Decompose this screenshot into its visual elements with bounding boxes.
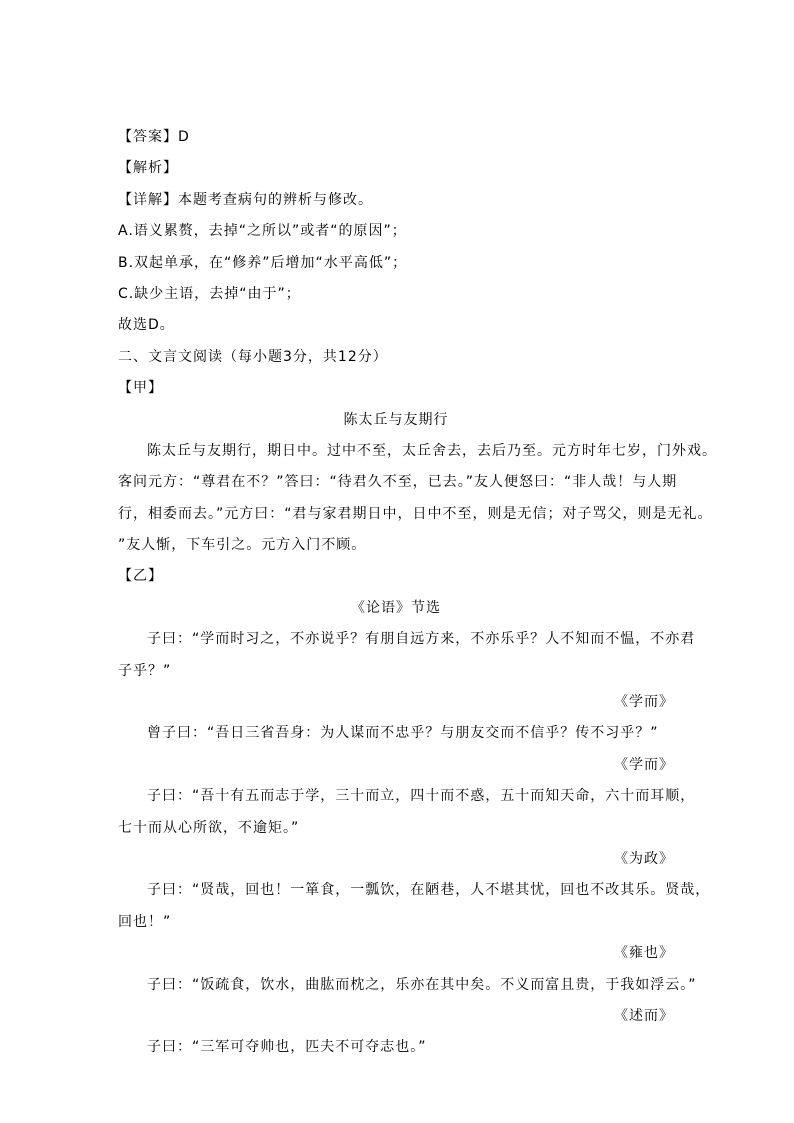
passage-line: 子曰：“学而时习之，不亦说乎？有朋自远方来，不亦乐乎？人不知而不愠，不亦君 [147, 631, 696, 648]
passage-line: 回也！” [118, 913, 172, 930]
passage-line: 七十而从心所欲，不逾矩。” [118, 819, 300, 836]
yi-title: 《论语》节选 [351, 599, 441, 616]
jia-text-line: 行，相委而去。”元方曰：“君与家君期日中，日中不至，则是无信；对子骂父，则是无礼。 [118, 505, 713, 522]
document-page [118, 122, 717, 1064]
answer-line: 【答案】D [118, 129, 190, 145]
passage-source: 《学而》 [614, 694, 674, 711]
passage-line: 子乎？” [118, 662, 172, 679]
jia-title: 陈太丘与友期行 [343, 411, 449, 428]
section-heading: 二、文言文阅读（每小题3分，共12分） [118, 348, 388, 365]
yi-label: 【乙】 [118, 568, 163, 585]
passage-line: 子曰：“三军可夺帅也，匹夫不可夺志也。” [147, 1039, 427, 1056]
jia-text-line: 陈太丘与友期行，期日中。过中不至，太丘舍去，去后乃至。元方时年七岁，门外戏。 [147, 442, 717, 459]
option-c-explanation: C.缺少主语，去掉“由于”； [118, 285, 301, 302]
passage-source: 《述而》 [614, 1007, 674, 1024]
passage-line: 曾子曰：“吾日三省吾身：为人谋而不忠乎？与朋友交而不信乎？传不习乎？” [147, 725, 659, 742]
jia-label: 【甲】 [118, 380, 163, 397]
passage-line: 子曰：“贤哉，回也！一箪食，一瓢饮，在陋巷，人不堪其忧，回也不改其乐。贤哉， [147, 882, 711, 899]
passage-source: 《学而》 [614, 756, 674, 773]
passage-line: 子曰：“吾十有五而志于学，三十而立，四十而不惑，五十而知天命，六十而耳顺， [147, 788, 696, 805]
passage-line: 子曰：“饭疏食，饮水，曲肱而枕之，乐亦在其中矣。不义而富且贵，于我如浮云。” [147, 976, 697, 993]
detail-line: 【详解】本题考查病句的辨析与修改。 [118, 191, 373, 208]
jia-text-line: 客问元方：“尊君在不？”答曰：“待君久不至，已去。”友人便怒曰：“非人哉！与人期 [118, 474, 678, 491]
conclusion-line: 故选D。 [118, 317, 175, 334]
option-a-explanation: A.语义累赘，去掉“之所以”或者“的原因”； [118, 223, 407, 240]
analysis-heading: 【解析】 [118, 160, 178, 177]
jia-text-line: ”友人惭，下车引之。元方入门不顾。 [118, 537, 367, 554]
option-b-explanation: B.双起单承，在“修养”后增加“水平高低”； [118, 254, 408, 271]
passage-source: 《雍也》 [614, 945, 674, 962]
passage-source: 《为政》 [614, 850, 674, 867]
